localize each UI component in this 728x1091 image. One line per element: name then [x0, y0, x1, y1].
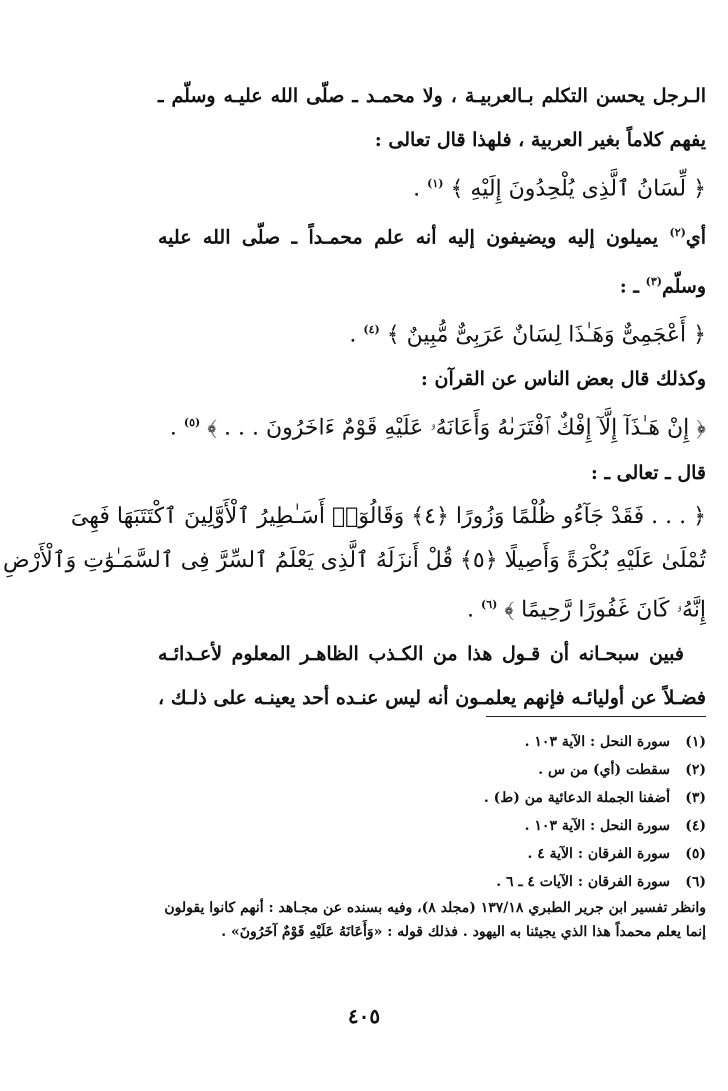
period: .	[169, 415, 177, 441]
line-text: فبين سبحـانه أن قـول هذا من الكـذب الظاهـر المعلوم لأعـدائـه	[158, 642, 684, 665]
footnote-ref: (٣)	[645, 274, 662, 288]
text-line	[158, 357, 706, 401]
line-text: يميلون إليه ويضيفون إليه أنه علم محمـداً ـ صلّى الله عليه	[158, 226, 659, 249]
verse-text: ﴿ أَعْجَمِىٌّ وَهَـٰذَا لِسَانٌ عَرَبِىٌّ مُّبِينٌ ﴾	[386, 322, 706, 348]
text-line	[158, 632, 706, 676]
footnote-text: سورة الفرقان : الآيات ٤ ـ ٦ .	[496, 874, 670, 890]
line-text: وسلّم	[661, 274, 706, 297]
footnote-text: سورة النحل : الآية ١٠٣ .	[524, 818, 670, 834]
main-text	[3, 74, 706, 720]
verse-text: تُمْلَىٰ عَلَيْهِ بُكْرَةً وَأَصِيلًا ﴿٥﴾ قُلْ أَنزَلَهُ ٱلَّذِى يَعْلَمُ ٱلسِّرَّ فِى ٱلسَّمَـٰوَٰتِ وَٱلْأَرْضِ	[3, 547, 706, 573]
line-text: يفهم كلاماً بغير العربية ، فلهذا قال تعالى :	[374, 129, 706, 151]
footnote-separator	[486, 716, 706, 717]
text-line	[158, 676, 706, 720]
quran-verse	[70, 495, 706, 539]
period: .	[349, 322, 357, 348]
footnote	[158, 784, 706, 812]
footnote-number: (٣)	[685, 790, 706, 806]
text-line	[158, 211, 706, 259]
footnote-number: (٦)	[685, 874, 706, 890]
footnote-text: سورة النحل : الآية ١٠٣ .	[524, 734, 670, 750]
line-text: ـ :	[619, 274, 639, 297]
text-line	[158, 118, 706, 162]
footnote	[158, 812, 706, 840]
verse-text: ﴿ إِنْ هَـٰذَآ إِلَّآ إِفْكٌ ٱفْتَرَىٰهُ وَأَعَانَهُۥ عَلَيْهِ قَوْمٌ ءَاخَرُونَ . . . ﴾	[207, 415, 706, 441]
line-text: فضـلاً عن أوليائـه فإنهم يعلمـون أنه ليس عنـده أحد يعينـه على ذلـك ،	[158, 686, 706, 709]
line-text: قال ـ تعالى ـ :	[590, 461, 706, 484]
footnote	[158, 840, 706, 868]
text-line	[158, 451, 706, 495]
quran-verse	[158, 308, 706, 357]
footnote	[158, 756, 706, 784]
footnote	[158, 868, 706, 896]
footnote-ref: (٥)	[183, 416, 201, 430]
footnote-ref: (٦)	[481, 597, 498, 611]
footnote-ref: (١)	[427, 177, 444, 190]
verse-text: ﴿ لِّسَانُ ٱلَّذِى يُلْحِدُونَ إِلَيْهِ ﴾	[450, 176, 706, 202]
verse-text: إِنَّهُۥ كَانَ غَفُورًا رَّحِيمًا ﴾	[504, 596, 706, 622]
footnote-extra-text: وانظر تفسير ابن جرير الطبري ١٣٧/١٨ (مجلد ٨)، وفيه بسنده عن مجـاهد : أنهم كانوا يقولون إنما يعلم محمداً هذا الذي يجيئنا به اليهود . فذلك قوله : «وَأَعَانَهُ عَلَيْهِ قَوْمٌ آخَرُونَ» .	[164, 900, 706, 940]
text-line	[158, 260, 706, 308]
footnote-number: (٤)	[685, 818, 706, 834]
text-line	[158, 74, 706, 118]
line-text: أي	[685, 226, 706, 249]
period: .	[467, 596, 475, 622]
page-number: ٤٠٥	[347, 1004, 381, 1028]
footnote-number: (٢)	[685, 762, 706, 778]
footnote-text: سقطت (أي) من س .	[538, 762, 670, 778]
quran-verse	[158, 401, 706, 450]
footnote	[158, 728, 706, 756]
quran-verse	[158, 583, 706, 632]
footnote-number: (٥)	[685, 846, 706, 862]
line-text: الـرجل يحسن التكلم بـالعربيـة ، ولا محمـد ـ صلّى الله عليـه وسلّم ـ	[158, 85, 706, 107]
footnotes	[158, 728, 706, 944]
footnote-number: (١)	[685, 734, 706, 750]
footnote-ref: (٤)	[363, 322, 380, 336]
footnote-text: سورة الفرقان : الآية ٤ .	[527, 846, 670, 862]
verse-text: ﴿ . . . فَقَدْ جَآءُو ظُلْمًا وَزُورًا ﴿٤﴾ وَقَالُوٓا۟ أَسَـٰطِيرُ ٱلْأَوَّلِينَ ٱكْتَتَبَهَا فَهِىَ	[70, 503, 706, 529]
footnote-ref: (٢)	[669, 226, 686, 240]
quran-verse	[158, 162, 706, 211]
quran-verse	[3, 539, 706, 583]
period: .	[413, 176, 421, 202]
line-text: وكذلك قال بعض الناس عن القرآن :	[420, 368, 706, 391]
footnote-text: أضفنا الجملة الدعائية من (ط) .	[483, 790, 670, 806]
